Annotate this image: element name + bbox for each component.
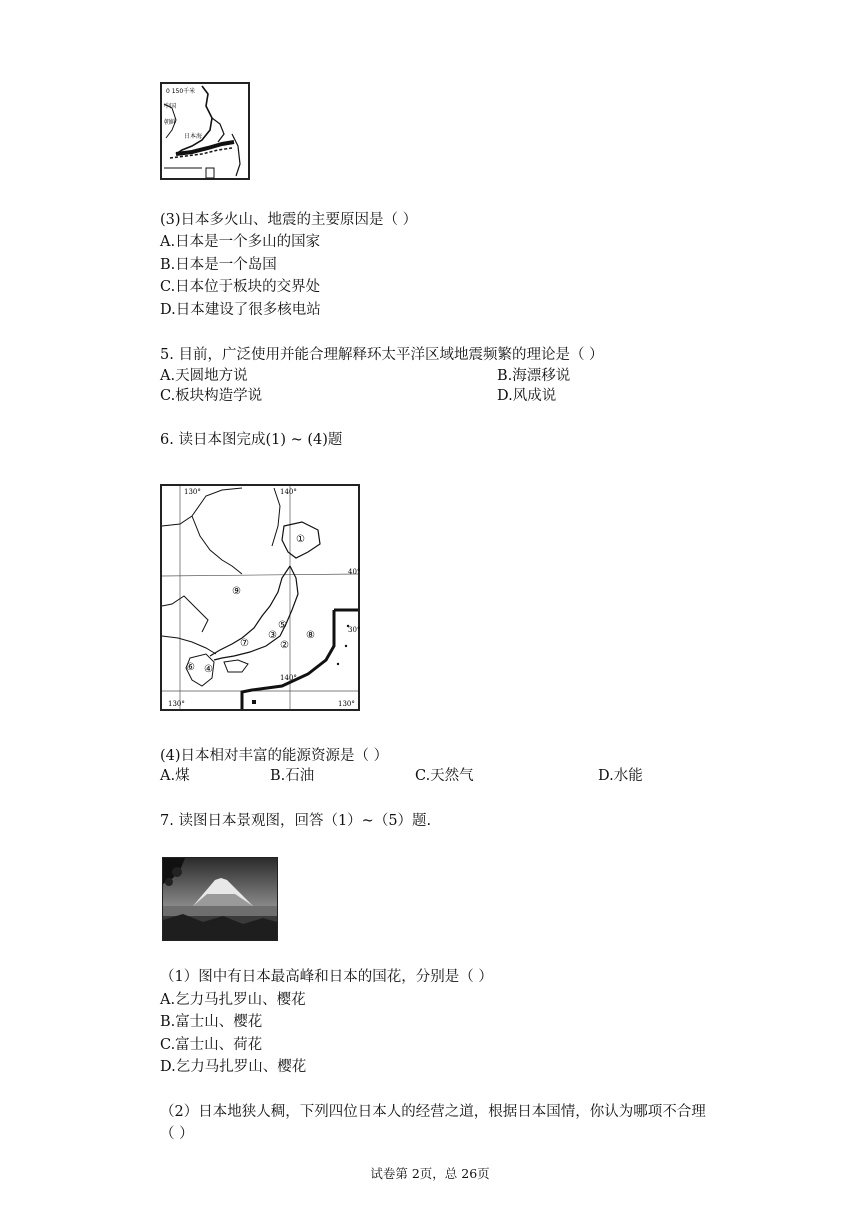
q5-option-c[interactable]: C.板块构造学说 (160, 388, 263, 404)
q6-map-lon-130-bottom: 130° (168, 700, 185, 708)
page-footer: 试卷第 2页，总 26页 (370, 1166, 490, 1181)
q6-map-lat-40: 40° (348, 568, 361, 576)
japan-map-q6 (160, 484, 360, 711)
mount-fuji-photo (162, 857, 278, 941)
q7-stem: 7. 读图日本景观图，回答（1）~（5）题. (160, 813, 432, 829)
japan-plate-map-graphic (162, 84, 248, 178)
q6-map-marker-7: ⑦ (240, 638, 249, 649)
q6-map-marker-8: ⑧ (306, 630, 315, 641)
q6-map-marker-5: ⑤ (278, 620, 287, 631)
q6-map-marker-4: ④ (204, 664, 213, 675)
map-label-sea-of-japan: 日本海 (184, 133, 203, 140)
map-label-china: 中国 (164, 103, 177, 110)
q6-map-lon-130-right: 130° (338, 700, 355, 708)
q5-option-a[interactable]: A.天圆地方说 (160, 368, 248, 384)
q6-map-lat-30: 30° (348, 626, 361, 634)
q6-part4-stem: (4)日本相对丰富的能源资源是（ ） (160, 748, 389, 764)
q6-map-lon-130-top: 130° (184, 488, 201, 496)
q3-option-b[interactable]: B.日本是一个岛国 (160, 257, 277, 273)
q3-option-d[interactable]: D.日本建设了很多核电站 (160, 302, 321, 318)
q6-map-marker-9: ⑨ (232, 586, 241, 597)
q5-option-d[interactable]: D.风成说 (497, 388, 557, 404)
japan-map-q6-graphic (162, 486, 361, 709)
q6-map-marker-6: ⑥ (186, 662, 195, 673)
q7-part1-stem: （1）图中有日本最高峰和日本的国花，分别是（ ） (160, 969, 493, 985)
q6-part4-option-b[interactable]: B.石油 (270, 768, 315, 784)
q3-stem: (3)日本多火山、地震的主要原因是（ ） (160, 212, 418, 228)
japan-plate-map (160, 82, 250, 180)
q6-part4-option-a[interactable]: A.煤 (160, 768, 190, 784)
q7-part1-option-a[interactable]: A.乞力马扎罗山、樱花 (160, 992, 306, 1008)
q6-map-marker-2: ② (280, 640, 289, 651)
map-label-korea: 朝鲜 (164, 119, 177, 126)
q7-part2-stem: （2）日本地狭人稠，下列四位日本人的经营之道，根据日本国情，你认为哪项不合理 (160, 1104, 706, 1120)
q7-part1-option-c[interactable]: C.富士山、荷花 (160, 1037, 263, 1053)
q3-option-c[interactable]: C.日本位于板块的交界处 (160, 279, 321, 295)
map-scale-label: 0 150千米 (166, 88, 196, 95)
q3-option-a[interactable]: A.日本是一个多山的国家 (160, 234, 321, 250)
q6-part4-option-c[interactable]: C.天然气 (415, 768, 474, 784)
q7-part2-paren: （ ） (160, 1126, 194, 1142)
q5-stem: 5. 目前，广泛使用并能合理解释环太平洋区域地震频繁的理论是（ ） (160, 347, 604, 363)
q6-stem: 6. 读日本图完成(1) ~ (4)题 (160, 432, 343, 448)
q6-part4-option-d[interactable]: D.水能 (598, 768, 643, 784)
q6-map-lon-140-top: 140° (280, 488, 297, 496)
q6-map-marker-1: ① (296, 534, 305, 545)
q6-map-marker-3: ③ (268, 630, 277, 641)
q7-part1-option-b[interactable]: B.富士山、樱花 (160, 1014, 263, 1030)
q5-option-b[interactable]: B.海漂移说 (497, 368, 571, 384)
mount-fuji-photo-graphic (163, 858, 277, 940)
q6-map-lon-140-bottom: 140° (280, 674, 297, 682)
q7-part1-option-d[interactable]: D.乞力马扎罗山、樱花 (160, 1059, 307, 1075)
